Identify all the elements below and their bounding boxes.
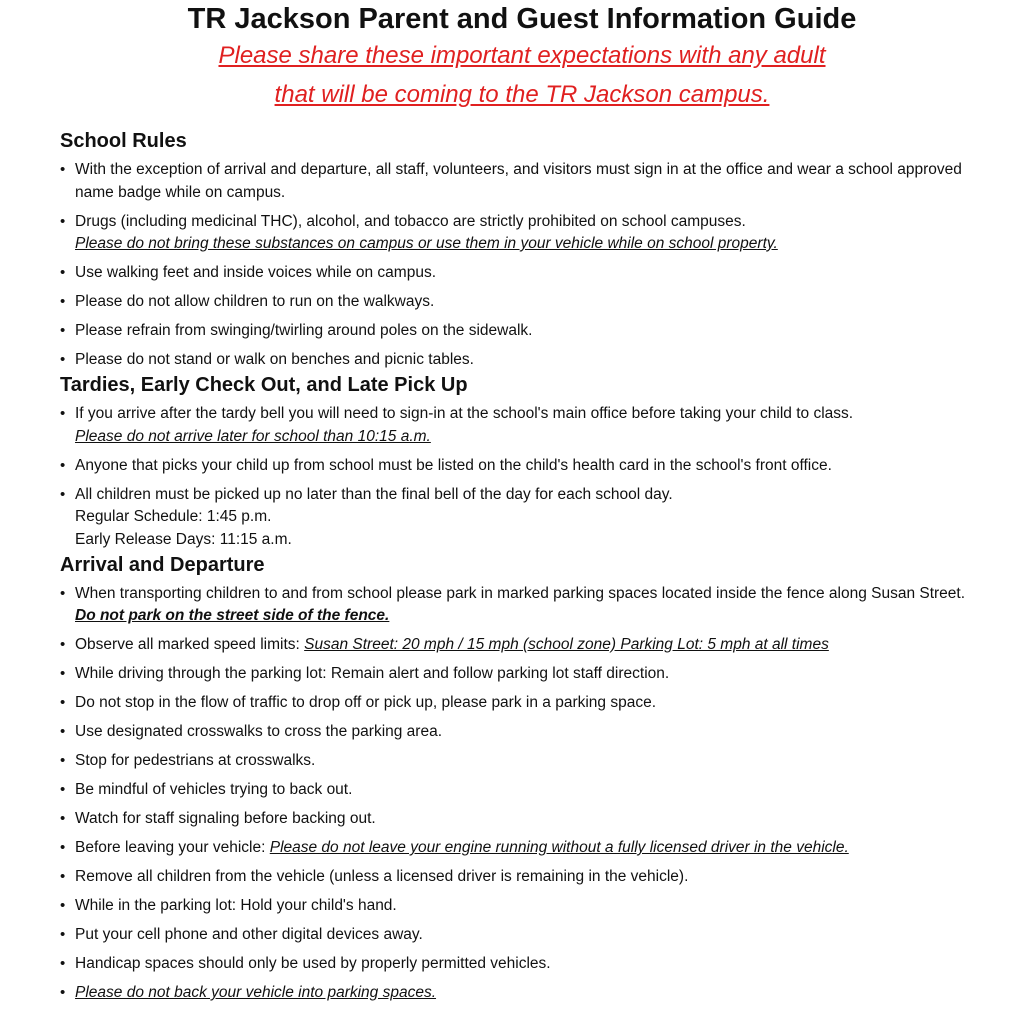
list-item xyxy=(60,808,984,831)
list-item xyxy=(60,455,984,478)
item-text: While in the parking lot: Hold your child's hand. xyxy=(75,897,397,914)
list-item xyxy=(60,924,984,947)
item-text: Be mindful of vehicles trying to back out. xyxy=(75,781,353,798)
list-item xyxy=(60,837,984,860)
list-item xyxy=(60,721,984,744)
list-item xyxy=(60,692,984,715)
item-text: Stop for pedestrians at crosswalks. xyxy=(75,752,316,769)
item-text: When transporting children to and from school please park in marked parking spaces located inside the fence along Susan Street. xyxy=(75,584,966,602)
list-item xyxy=(60,663,984,686)
list-item xyxy=(60,779,984,802)
item-text: Drugs (including medicinal THC), alcohol, and tobacco are strictly prohibited on school campuses. xyxy=(75,212,746,230)
section-heading-school-rules: School Rules xyxy=(60,130,187,152)
list-item xyxy=(60,866,984,889)
item-text: Please refrain from swinging/twirling around poles on the sidewalk. xyxy=(75,322,533,339)
item-text: Before leaving your vehicle: xyxy=(75,839,266,856)
section-heading-arrival-departure: Arrival and Departure xyxy=(60,553,265,576)
subtitle-line-2: that will be coming to the TR Jackson campus. xyxy=(274,81,770,108)
item-text: Observe all marked speed limits: xyxy=(75,636,300,653)
list-item xyxy=(60,291,984,314)
item-note: Please do not back your vehicle into parking spaces. xyxy=(75,984,437,1001)
list-item xyxy=(60,349,984,372)
page-title: TR Jackson Parent and Guest Information Guide xyxy=(187,3,857,35)
item-note: Please do not arrive later for school than 10:15 a.m. xyxy=(75,427,431,445)
item-text: Anyone that picks your child up from school must be listed on the child's health card in the school's front office. xyxy=(75,456,832,474)
subtitle-line-1: Please share these important expectations with any adult xyxy=(218,42,826,69)
list-item xyxy=(60,211,984,256)
section-heading-tardies: Tardies, Early Check Out, and Late Pick Up xyxy=(60,374,468,396)
item-text: With the exception of arrival and departure, all staff, volunteers, and visitors must sign in at the office and wear a school approved name badge while on campus. xyxy=(75,161,962,201)
item-note: Please do not leave your engine running without a fully licensed driver in the vehicle. xyxy=(269,839,849,856)
tardies-list xyxy=(60,403,984,551)
list-item xyxy=(60,583,984,628)
page-subtitle xyxy=(60,36,984,114)
list-item xyxy=(60,159,984,204)
regular-schedule-time: Regular Schedule: 1:45 p.m. xyxy=(75,508,272,525)
list-item xyxy=(60,953,984,976)
item-text: Please do not stand or walk on benches and picnic tables. xyxy=(75,351,474,368)
list-item xyxy=(60,982,984,1005)
item-text: Watch for staff signaling before backing out. xyxy=(75,810,376,827)
item-text: If you arrive after the tardy bell you will need to sign-in at the school's main office before taking your child to class. xyxy=(75,405,854,422)
speed-limits-note: Susan Street: 20 mph / 15 mph (school zone) Parking Lot: 5 mph at all times xyxy=(304,636,829,653)
item-text: Use designated crosswalks to cross the parking area. xyxy=(75,723,443,740)
item-note: Please do not bring these substances on campus or use them in your vehicle while on school property. xyxy=(75,235,778,252)
list-item xyxy=(60,895,984,918)
list-item xyxy=(60,484,984,552)
early-release-time: Early Release Days: 11:15 a.m. xyxy=(75,530,292,548)
item-text: Please do not allow children to run on the walkways. xyxy=(75,293,435,310)
item-text: Handicap spaces should only be used by properly permitted vehicles. xyxy=(75,955,551,972)
list-item xyxy=(60,262,984,285)
item-warning: Do not park on the street side of the fence. xyxy=(75,607,390,624)
information-guide-page xyxy=(0,2,1024,1026)
arrival-list xyxy=(60,583,984,1005)
list-item xyxy=(60,403,984,448)
list-item xyxy=(60,320,984,343)
item-text: Remove all children from the vehicle (unless a licensed driver is remaining in the vehicle). xyxy=(75,868,689,885)
item-text: Do not stop in the flow of traffic to drop off or pick up, please park in a parking space. xyxy=(75,694,657,711)
list-item xyxy=(60,750,984,773)
item-text: Use walking feet and inside voices while on campus. xyxy=(75,264,436,281)
item-text: Put your cell phone and other digital devices away. xyxy=(75,926,423,943)
item-text: While driving through the parking lot: Remain alert and follow parking lot staff direction. xyxy=(75,665,670,682)
item-text: All children must be picked up no later than the final bell of the day for each school day. xyxy=(75,485,673,503)
list-item xyxy=(60,634,984,657)
school-rules-list xyxy=(60,159,984,372)
